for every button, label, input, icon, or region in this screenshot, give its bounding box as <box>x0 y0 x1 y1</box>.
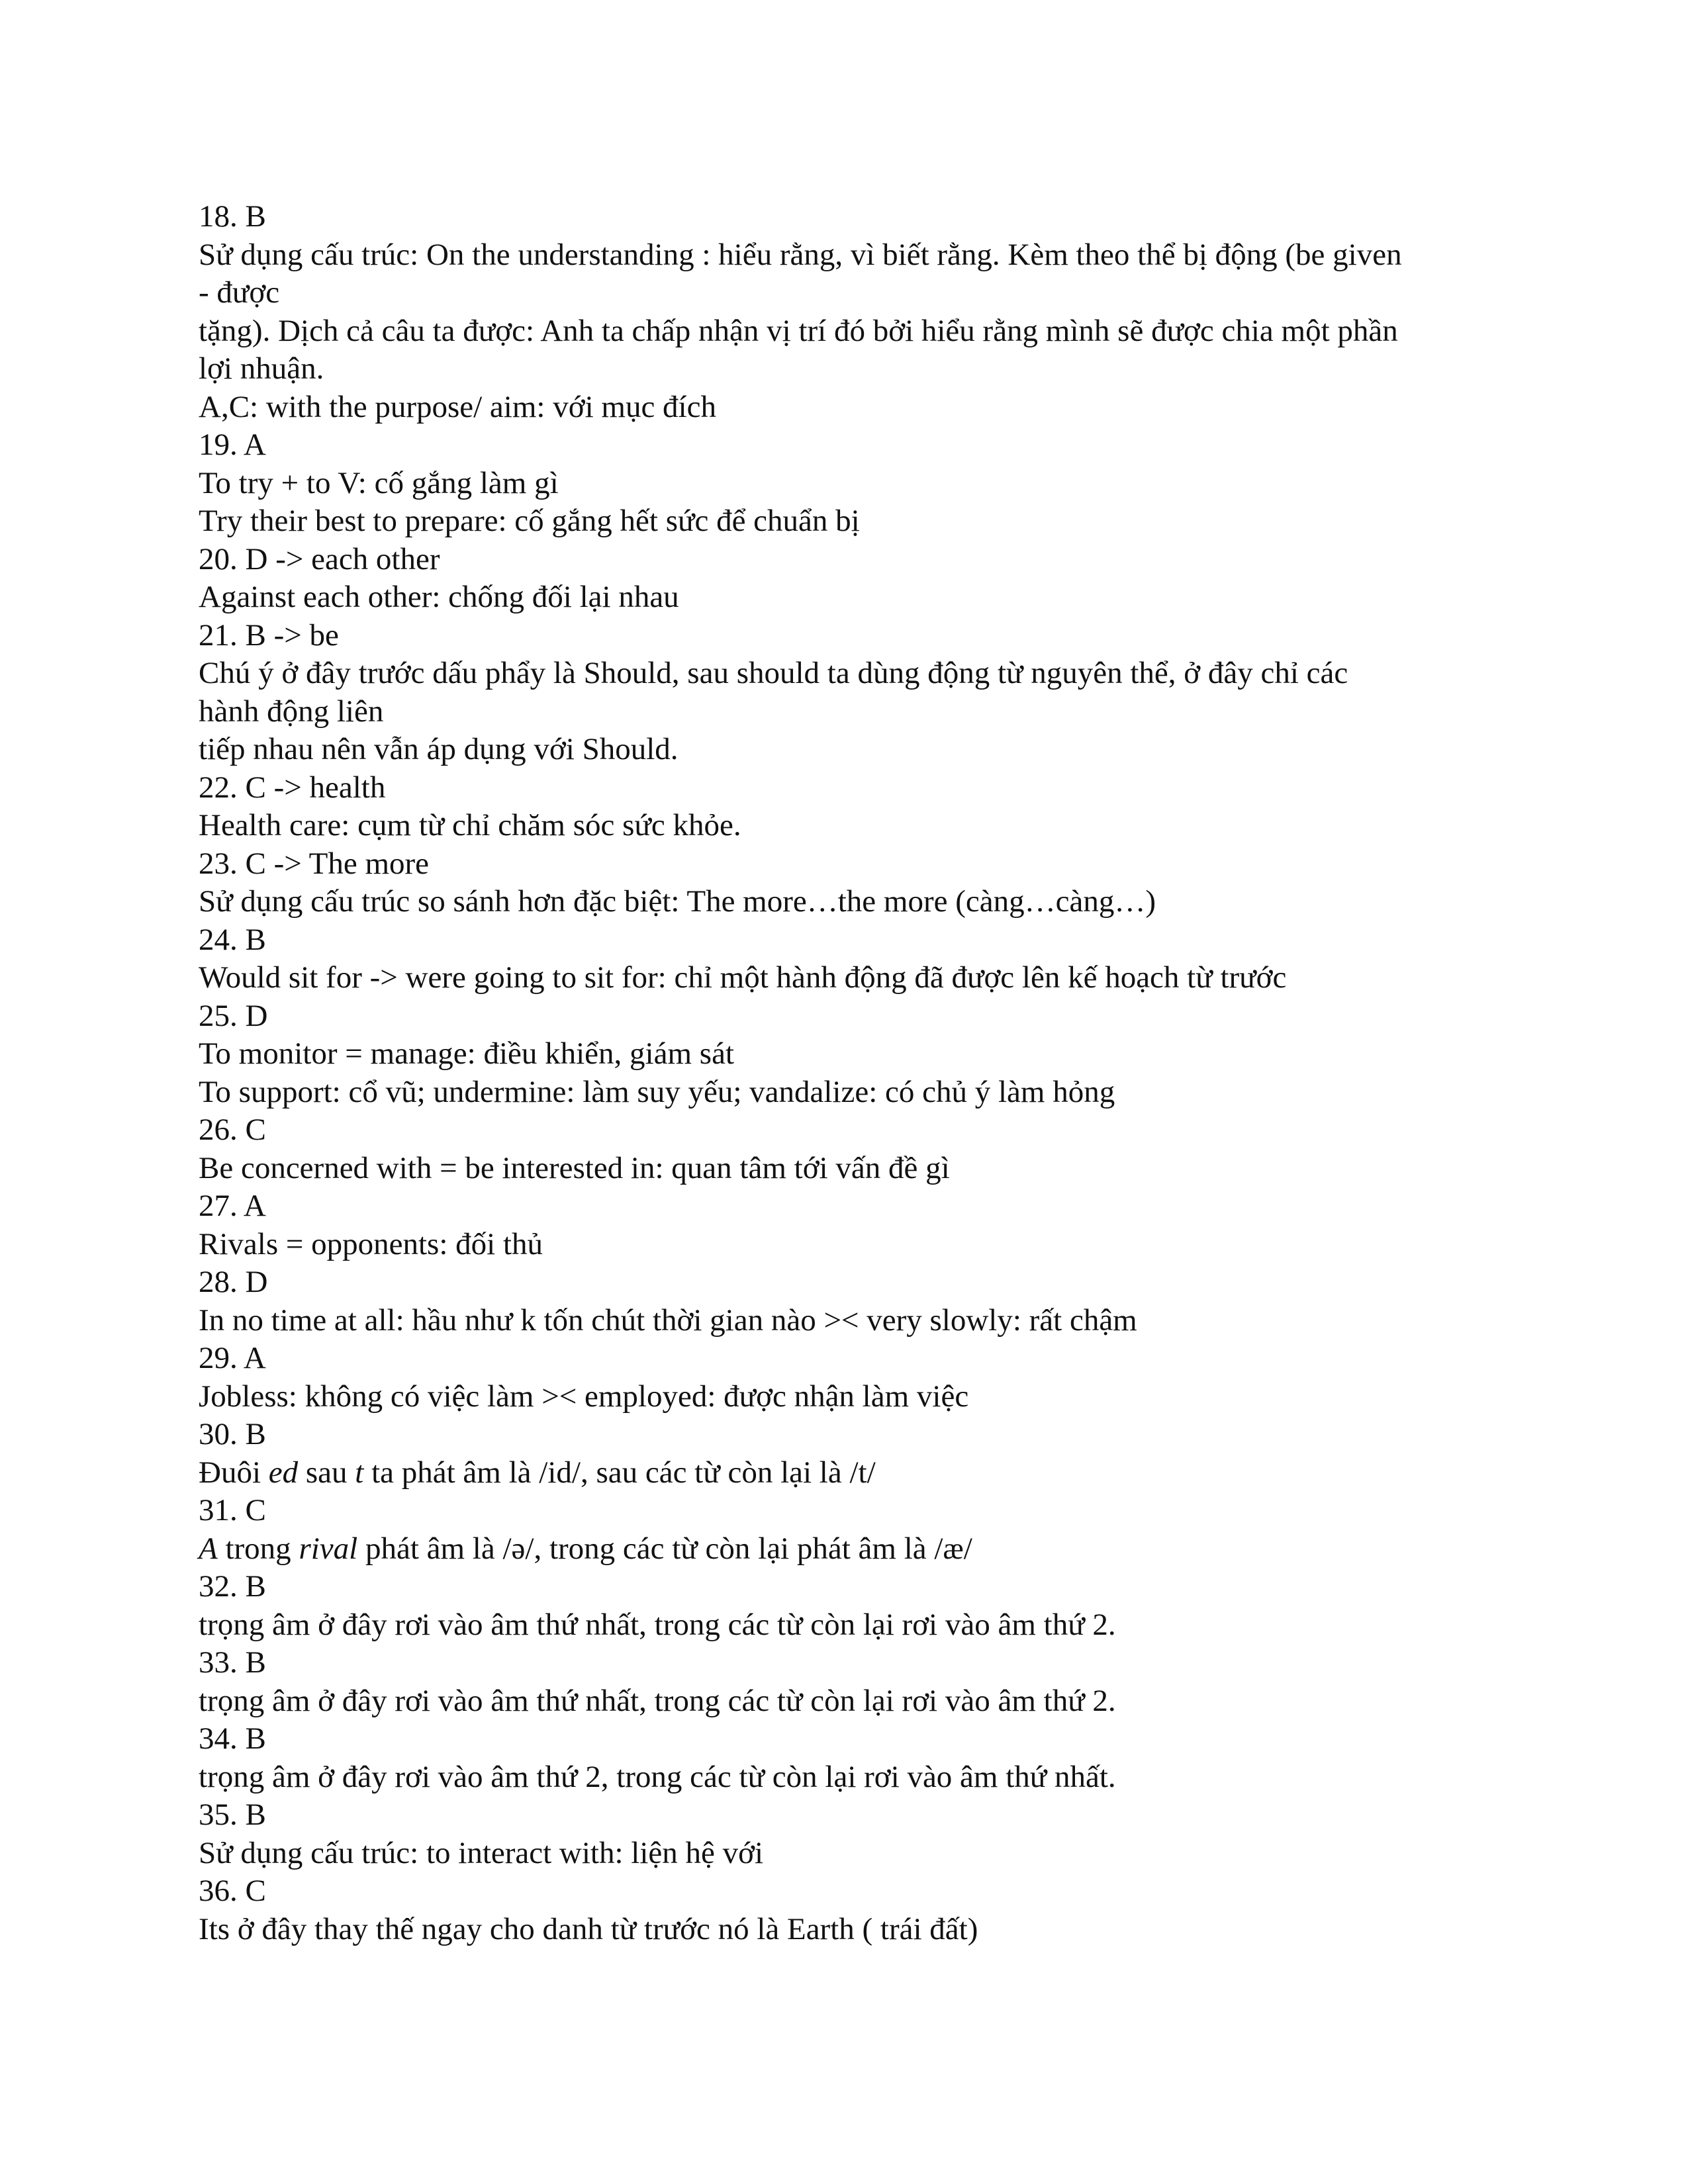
text-run: phát âm là /ə/, trong các từ còn lại phát âm là /æ/ <box>357 1531 972 1566</box>
text-line: 30. B <box>199 1417 266 1451</box>
text-run: sau <box>298 1455 355 1490</box>
text-line: Sử dụng cấu trúc so sánh hơn đặc biệt: The more…the more (càng…càng…) <box>199 884 1156 919</box>
text-line: tặng). Dịch cả câu ta được: Anh ta chấp nhận vị trí đó bởi hiểu rằng mình sẽ được chia một phần <box>199 313 1398 348</box>
text-line: Sử dụng cấu trúc: to interact with: liện hệ với <box>199 1835 764 1870</box>
text-line: 19. A <box>199 428 266 462</box>
text-line: To monitor = manage: điều khiển, giám sát <box>199 1036 734 1071</box>
text-run: Đuôi <box>199 1455 269 1490</box>
text-line: Try their best to prepare: cố gắng hết sức để chuẩn bị <box>199 504 860 538</box>
text-line: tiếp nhau nên vẫn áp dụng với Should. <box>199 732 679 766</box>
text-line: 18. B <box>199 199 266 234</box>
text-line: 36. C <box>199 1874 266 1908</box>
text-line: 25. D <box>199 998 268 1033</box>
text-line: Against each other: chống đối lại nhau <box>199 580 679 614</box>
text-line: Would sit for -> were going to sit for: chỉ một hành động đã được lên kế hoạch từ trước <box>199 960 1287 995</box>
italic-run: A <box>199 1531 218 1566</box>
answer-explanations <box>199 198 1489 1948</box>
text-line: 31. C <box>199 1493 266 1527</box>
text-line: Its ở đây thay thế ngay cho danh từ trước nó là Earth ( trái đất) <box>199 1911 978 1946</box>
italic-run: rival <box>299 1531 358 1566</box>
text-line: Rivals = opponents: đối thủ <box>199 1226 543 1261</box>
text-line: To try + to V: cố gắng làm gì <box>199 465 559 500</box>
text-line: 27. A <box>199 1189 266 1223</box>
text-line: 33. B <box>199 1645 266 1680</box>
text-line: lợi nhuận. <box>199 351 324 386</box>
text-line: 29. A <box>199 1341 266 1375</box>
text-line: trọng âm ở đây rơi vào âm thứ nhất, trong các từ còn lại rơi vào âm thứ 2. <box>199 1683 1116 1718</box>
text-line: Sử dụng cấu trúc: On the understanding : hiểu rằng, vì biết rằng. Kèm theo thể bị động (be given <box>199 237 1402 272</box>
text-line: 26. C <box>199 1113 266 1147</box>
text-line: 34. B <box>199 1721 266 1756</box>
text-line: trọng âm ở đây rơi vào âm thứ 2, trong các từ còn lại rơi vào âm thứ nhất. <box>199 1759 1116 1794</box>
text-line: Be concerned with = be interested in: quan tâm tới vấn đề gì <box>199 1150 950 1185</box>
text-line: Health care: cụm từ chỉ chăm sóc sức khỏe. <box>199 808 741 842</box>
text-line-rival <box>199 1530 1489 1569</box>
text-line: 20. D -> each other <box>199 541 440 576</box>
text-line: In no time at all: hầu như k tốn chút thời gian nào >< very slowly: rất chậm <box>199 1302 1137 1338</box>
text-line: 22. C -> health <box>199 770 386 805</box>
text-line: 23. C -> The more <box>199 846 430 881</box>
text-line: 24. B <box>199 922 266 957</box>
text-line: 35. B <box>199 1797 266 1832</box>
text-line: To support: cổ vũ; undermine: làm suy yếu; vandalize: có chủ ý làm hỏng <box>199 1074 1115 1109</box>
text-line: 21. B -> be <box>199 617 339 653</box>
text-line-ed-suffix <box>199 1454 1489 1492</box>
text-line: Jobless: không có việc làm >< employed: được nhận làm việc <box>199 1379 969 1414</box>
text-line: hành động liên <box>199 694 384 729</box>
text-line: trọng âm ở đây rơi vào âm thứ nhất, trong các từ còn lại rơi vào âm thứ 2. <box>199 1607 1116 1642</box>
text-line: 28. D <box>199 1265 268 1299</box>
italic-run: ed <box>268 1455 299 1490</box>
text-run: ta phát âm là /id/, sau các từ còn lại là /t/ <box>363 1455 876 1490</box>
italic-run: t <box>355 1455 364 1490</box>
text-line: - được <box>199 275 280 310</box>
text-run: trong <box>217 1531 299 1566</box>
text-line: A,C: with the purpose/ aim: với mục đích <box>199 389 716 424</box>
text-line: Chú ý ở đây trước dấu phẩy là Should, sau should ta dùng động từ nguyên thể, ở đây chỉ các <box>199 656 1348 690</box>
text-line: 32. B <box>199 1569 266 1604</box>
